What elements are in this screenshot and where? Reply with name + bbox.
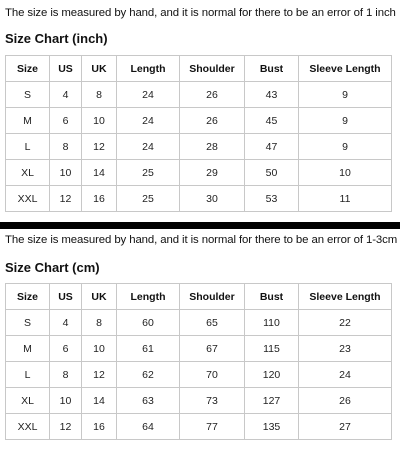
table-cell: 73 <box>180 388 245 414</box>
table-cell: 45 <box>245 108 299 134</box>
table-header-row <box>6 56 392 82</box>
table-cell: 10 <box>82 336 117 362</box>
table-cell: 24 <box>117 108 180 134</box>
column-header: UK <box>82 284 117 310</box>
table-cell: 135 <box>245 414 299 440</box>
table-cell: 14 <box>82 388 117 414</box>
table-row <box>6 414 392 440</box>
table-cell: 64 <box>117 414 180 440</box>
column-header: UK <box>82 56 117 82</box>
table-cell: 9 <box>299 108 392 134</box>
table-cell: 10 <box>50 160 82 186</box>
table-cell: 10 <box>82 108 117 134</box>
table-cell: 4 <box>50 310 82 336</box>
table-cell: 8 <box>50 362 82 388</box>
table-cell: 24 <box>117 82 180 108</box>
table-cell: 26 <box>180 108 245 134</box>
table-cell: L <box>6 362 50 388</box>
measurement-note: The size is measured by hand, and it is normal for there to be an error of 1-3cm <box>5 234 398 246</box>
table-cell: 10 <box>299 160 392 186</box>
table-cell: M <box>6 108 50 134</box>
table-cell: 4 <box>50 82 82 108</box>
table-cell: 67 <box>180 336 245 362</box>
table-cell: 8 <box>50 134 82 160</box>
column-header: Sleeve Length <box>299 56 392 82</box>
table-cell: 70 <box>180 362 245 388</box>
table-cell: 47 <box>245 134 299 160</box>
measurement-note: The size is measured by hand, and it is normal for there to be an error of 1 inch <box>5 7 396 19</box>
table-cell: L <box>6 134 50 160</box>
table-cell: 24 <box>117 134 180 160</box>
table-cell: 43 <box>245 82 299 108</box>
column-header: US <box>50 56 82 82</box>
table-cell: XXL <box>6 414 50 440</box>
table-row <box>6 186 392 212</box>
table-cell: 29 <box>180 160 245 186</box>
table-cell: 12 <box>82 362 117 388</box>
chart-title: Size Chart (cm) <box>5 260 100 275</box>
table-cell: 24 <box>299 362 392 388</box>
column-header: Size <box>6 284 50 310</box>
table-cell: 53 <box>245 186 299 212</box>
table-row <box>6 82 392 108</box>
table-cell: 115 <box>245 336 299 362</box>
table-cell: 30 <box>180 186 245 212</box>
table-cell: 12 <box>50 186 82 212</box>
column-header: Shoulder <box>180 56 245 82</box>
size-table-cm <box>5 283 392 440</box>
table-cell: 9 <box>299 82 392 108</box>
table-cell: 23 <box>299 336 392 362</box>
table-cell: 77 <box>180 414 245 440</box>
table-row <box>6 160 392 186</box>
table-cell: 25 <box>117 160 180 186</box>
table-cell: 11 <box>299 186 392 212</box>
size-chart-cm-panel <box>0 229 400 449</box>
column-header: Length <box>117 284 180 310</box>
table-cell: 9 <box>299 134 392 160</box>
table-header-row <box>6 284 392 310</box>
table-cell: 12 <box>82 134 117 160</box>
column-header: Size <box>6 56 50 82</box>
table-cell: 65 <box>180 310 245 336</box>
table-cell: 22 <box>299 310 392 336</box>
table-cell: S <box>6 310 50 336</box>
column-header: Bust <box>245 56 299 82</box>
chart-title: Size Chart (inch) <box>5 31 108 46</box>
table-cell: 12 <box>50 414 82 440</box>
column-header: US <box>50 284 82 310</box>
column-header: Bust <box>245 284 299 310</box>
table-cell: 6 <box>50 336 82 362</box>
table-cell: 110 <box>245 310 299 336</box>
table-cell: 63 <box>117 388 180 414</box>
table-cell: 8 <box>82 82 117 108</box>
table-row <box>6 362 392 388</box>
column-header: Sleeve Length <box>299 284 392 310</box>
table-cell: 28 <box>180 134 245 160</box>
size-table-inch <box>5 55 392 212</box>
table-cell: 6 <box>50 108 82 134</box>
table-row <box>6 388 392 414</box>
table-cell: 10 <box>50 388 82 414</box>
table-cell: 120 <box>245 362 299 388</box>
table-cell: 61 <box>117 336 180 362</box>
table-cell: 62 <box>117 362 180 388</box>
table-cell: XXL <box>6 186 50 212</box>
table-cell: 25 <box>117 186 180 212</box>
table-cell: M <box>6 336 50 362</box>
table-row <box>6 108 392 134</box>
table-cell: 127 <box>245 388 299 414</box>
table-cell: XL <box>6 388 50 414</box>
table-cell: 16 <box>82 186 117 212</box>
table-cell: XL <box>6 160 50 186</box>
table-cell: 60 <box>117 310 180 336</box>
table-cell: 26 <box>180 82 245 108</box>
table-cell: 16 <box>82 414 117 440</box>
column-header: Length <box>117 56 180 82</box>
table-cell: 8 <box>82 310 117 336</box>
size-chart-inch-panel <box>0 0 400 222</box>
table-cell: S <box>6 82 50 108</box>
table-cell: 27 <box>299 414 392 440</box>
table-cell: 14 <box>82 160 117 186</box>
table-row <box>6 336 392 362</box>
table-cell: 26 <box>299 388 392 414</box>
column-header: Shoulder <box>180 284 245 310</box>
table-row <box>6 134 392 160</box>
table-row <box>6 310 392 336</box>
table-cell: 50 <box>245 160 299 186</box>
